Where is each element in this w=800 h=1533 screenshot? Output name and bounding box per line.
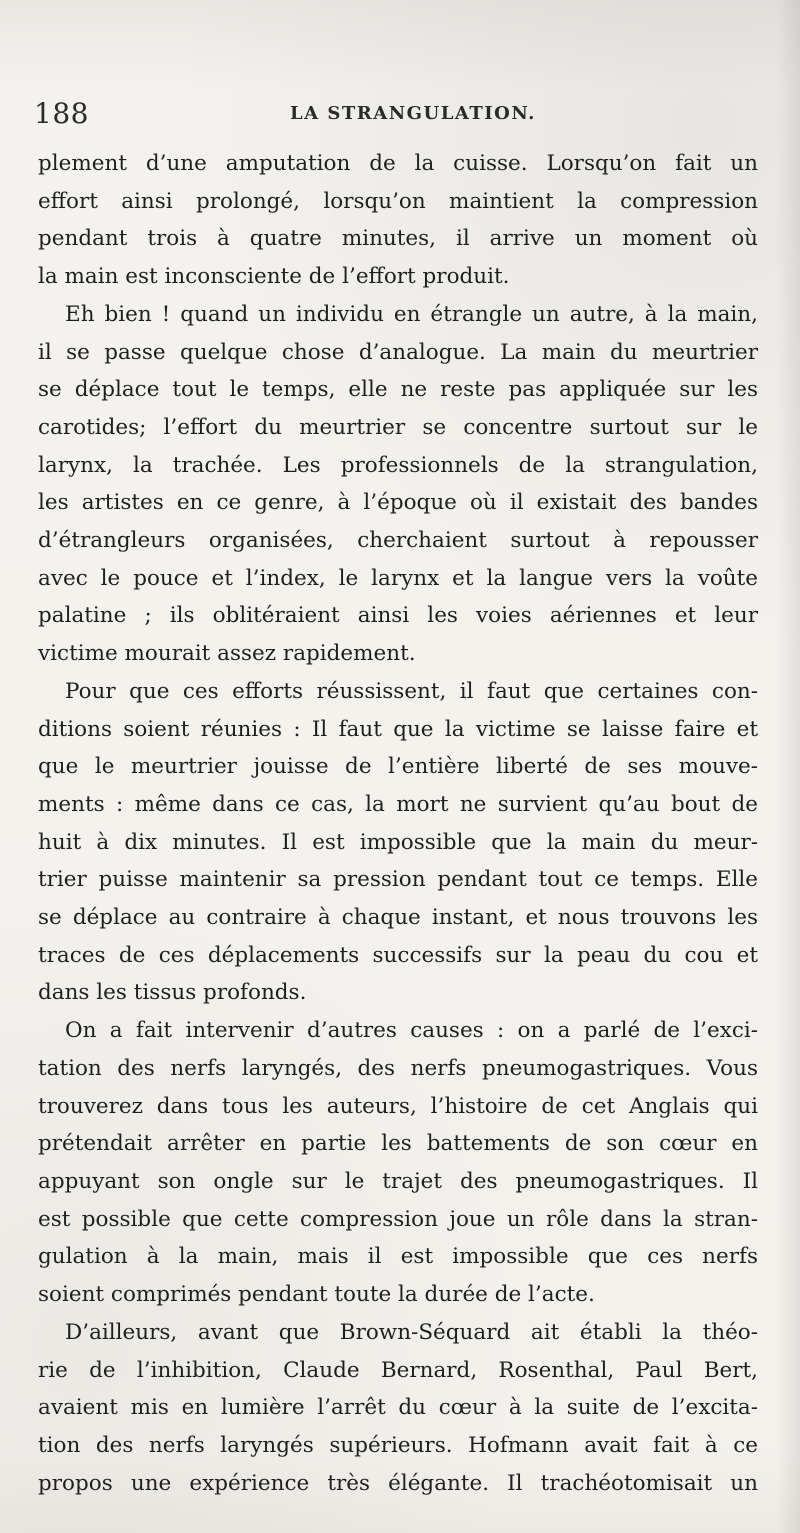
- text-line: soient comprimés pendant toute la durée de l’acte.: [38, 1282, 595, 1308]
- text-line: pendant trois à quatre minutes, il arrive un moment où: [38, 226, 758, 252]
- text-line: dans les tissus profonds.: [38, 980, 307, 1006]
- text-line: se déplace tout le temps, elle ne reste pas appliquée sur les: [38, 377, 758, 403]
- text-line: avaient mis en lumière l’arrêt du cœur à la suite de l’excita-: [38, 1395, 758, 1421]
- text-line: les artistes en ce genre, à l’époque où il existait des bandes: [38, 490, 758, 516]
- text-line: gulation à la main, mais il est impossible que ces nerfs: [38, 1244, 758, 1270]
- text-line: Eh bien ! quand un individu en étrangle un autre, à la main,: [65, 301, 758, 327]
- text-line: plement d’une amputation de la cuisse. Lorsqu’on fait un: [38, 151, 758, 176]
- text-line: huit à dix minutes. Il est impossible que la main du meur-: [38, 829, 758, 855]
- text-line: est possible que cette compression joue un rôle dans la stran-: [38, 1206, 758, 1232]
- text-line: ditions soient réunies : Il faut que la victime se laisse faire et: [38, 716, 758, 742]
- text-line: avec le pouce et l’index, le larynx et la langue vers la voûte: [38, 565, 758, 591]
- text-line: d’étrangleurs organisées, cherchaient surtout à repousser: [38, 528, 758, 554]
- text-line: rie de l’inhibition, Claude Bernard, Rosenthal, Paul Bert,: [38, 1357, 758, 1383]
- text-line: larynx, la trachée. Les professionnels de la strangulation,: [38, 452, 758, 478]
- text-line: prétendait arrêter en partie les battements de son cœur en: [38, 1131, 758, 1157]
- text-line: Pour que ces efforts réussissent, il faut que certaines con-: [65, 678, 758, 704]
- text-line: se déplace au contraire à chaque instant, et nous trouvons les: [38, 905, 758, 931]
- text-line: victime mourait assez rapidement.: [38, 641, 416, 667]
- text-line: la main est inconsciente de l’effort produit.: [38, 264, 510, 290]
- body-text: [38, 145, 758, 1502]
- text-line: ments : même dans ce cas, la mort ne survient qu’au bout de: [38, 791, 758, 817]
- text-line: trouverez dans tous les auteurs, l’histoire de cet Anglais qui: [38, 1093, 758, 1119]
- text-line: tion des nerfs laryngés supérieurs. Hofmann avait fait à ce: [38, 1432, 758, 1458]
- text-line: il se passe quelque chose d’analogue. La main du meurtrier: [38, 339, 758, 365]
- page-header-title: LA STRANGULATION.: [290, 103, 536, 124]
- text-line: tation des nerfs laryngés, des nerfs pneumogastriques. Vous: [38, 1055, 758, 1081]
- text-line: appuyant son ongle sur le trajet des pneumogastriques. Il: [38, 1168, 758, 1194]
- text-line: D’ailleurs, avant que Brown-Séquard ait établi la théo-: [65, 1319, 758, 1345]
- text-line: On a fait intervenir d’autres causes : on a parlé de l’exci-: [65, 1018, 758, 1044]
- page-edge-shadow: [776, 0, 800, 1533]
- running-head: [34, 94, 754, 134]
- text-line: traces de ces déplacements successifs sur la peau du cou et: [38, 942, 758, 968]
- page-number: 188: [34, 97, 89, 130]
- text-line: effort ainsi prolongé, lorsqu’on maintient la compression: [38, 188, 758, 214]
- text-line: trier puisse maintenir sa pression pendant tout ce temps. Elle: [38, 867, 758, 893]
- text-line: carotides; l’effort du meurtrier se concentre surtout sur le: [38, 414, 758, 440]
- text-line: palatine ; ils oblitéraient ainsi les voies aériennes et leur: [38, 603, 758, 629]
- text-line: propos une expérience très élégante. Il trachéotomisait un: [38, 1470, 758, 1496]
- text-line: que le meurtrier jouisse de l’entière liberté de ses mouve-: [38, 754, 758, 780]
